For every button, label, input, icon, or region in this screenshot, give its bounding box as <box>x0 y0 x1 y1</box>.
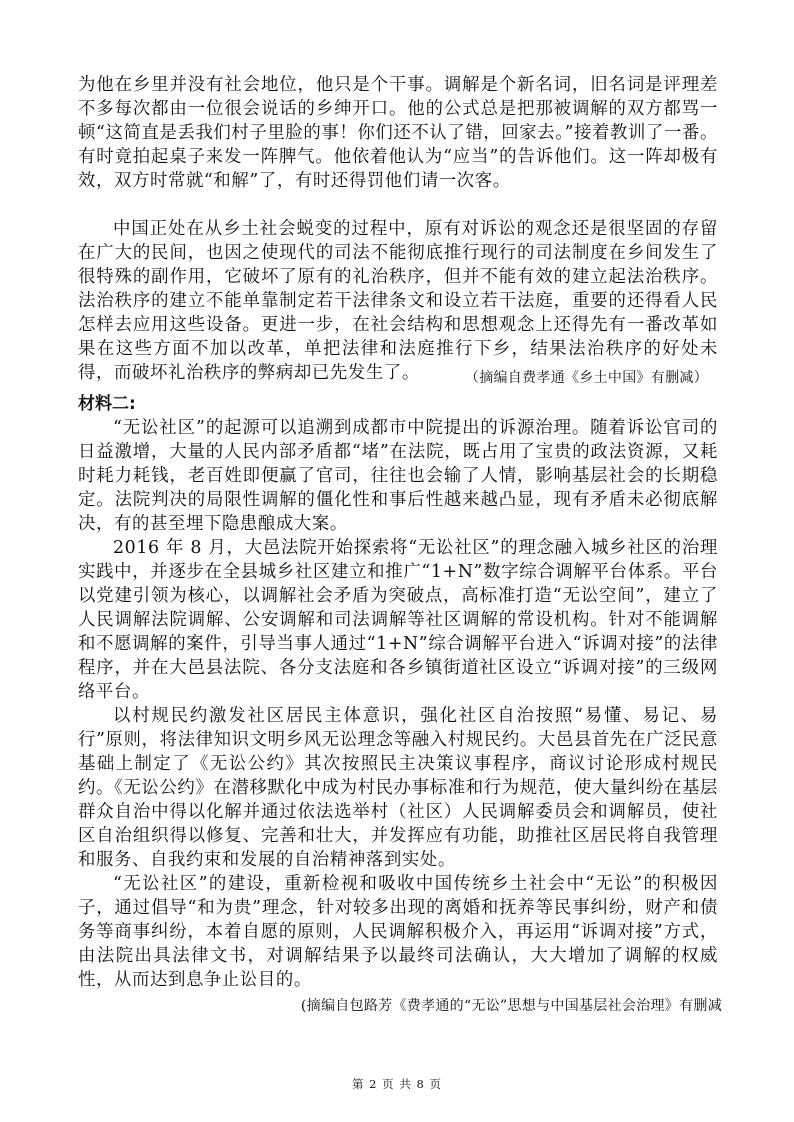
paragraph-community-construction: “无讼社区”的建设，重新检视和吸收中国传统乡土社会中“无讼”的积极因子，通过倡导“和为贵”理念，针对较多出现的离婚和抚养等民事纠纷，财产和债务等商事纠纷，本着自愿的原则，人民调解积极介入，再运用“诉调对接”方式，由法院出具法律文书，对调解结果予以最终司法确认，大大增加了调解的权威性，从而达到息争止讼目的。 <box>78 874 718 990</box>
paragraph-mediation-story: 为他在乡里并没有社会地位，他只是个干事。调解是个新名词，旧名词是评理差不多每次都由一位很会说话的乡绅开口。他的公式总是把那被调解的双方都骂一顿“这简直是丢我们村子里脸的事！你们还不认了错，回家去。”接着教训了一番。有时竟拍起桌子来发一阵脾气。他依着他认为“应当”的告诉他们。这一阵却极有效，双方时常就“和解”了，有时还得罚他们请一次客。 <box>78 75 718 191</box>
section-heading-material-2: 材料二: <box>78 394 136 414</box>
paragraph-village-rules: 以村规民约激发社区居民主体意识，强化社区自治按照“易懂、易记、易行”原则，将法律知识文明乡风无讼理念等融入村规民约。大邑县首先在广泛民意基础上制定了《无讼公约》其次按照民主决策议事程序，商议讨论形成村规民约。《无讼公约》在潜移默化中成为村民办事标准和行为规范，使大量纠纷在基层群众自治中得以化解并通过依法选举村（社区）人民调解委员会和调解员，使社区自治组织得以修复、完善和壮大，并发挥应有功能，助推社区居民将自我管理和服务、自我约束和发展的自治精神落到实处。 <box>78 706 718 870</box>
paragraph-dayi-court-platform: 2016 年 8 月，大邑法院开始探索将“无讼社区”的理念融入城乡社区的治理实践中，并逐步在全县城乡社区建立和推广“1+N”数字综合调解平台体系。平台以党建引领为核心，以调解社会矛盾为突破点，高标准打造“无讼空间”，建立了人民调解法院调解、公安调解和司法调解等社区调解的常设机构。针对不能调解和不愿调解的案件，引导当事人通过“1+N”综合调解平台进入“诉调对接”的法律程序，并在大邑县法院、各分支法庭和各乡镇街道社区设立“诉调对接”的三级网络平台。 <box>78 538 718 702</box>
page-number-footer: 第 2 页 共 8 页 <box>352 1077 442 1091</box>
source-citation-1: （摘编自费孝通《乡土中国》有删减） <box>464 370 708 386</box>
paragraph-rural-society-law: 中国正处在从乡土社会蜕变的过程中，原有对诉讼的观念还是很坚固的存留在广大的民间，也因之使现代的司法不能彻底推行现行的司法制度在乡间发生了很特殊的副作用，它破坏了原有的礼治秩序，但并不能有效的建立起法治秩序。法治秩序的建立不能单靠制定若干法律条文和设立若干法庭，重要的还得看人民怎样去应用这些设备。更进一步，在社会结构和思想观念上还得先有一番改革如果在这些方面不加以改革，单把法律和法庭推行下乡，结果法治秩序的好处未得，而破坏礼治秩序的弊病却已先发生了。 <box>78 219 718 383</box>
paragraph-no-litigation-origin: “无讼社区”的起源可以追溯到成都市中院提出的诉源治理。随着诉讼官司的日益激增，大量的人民内部矛盾都“堵”在法院，既占用了宝贵的政法资源，又耗时耗力耗钱，老百姓即便赢了官司，往往也会输了人情，影响基层社会的长期稳定。法院判决的局限性调解的僵化性和事后性越来越凸显，现有矛盾未必彻底解决，有的甚至埋下隐患酿成大案。 <box>78 418 718 534</box>
source-citation-2: (摘编自包路芳《费孝通的“无讼”思想与中国基层社会治理》有删减 <box>300 998 722 1014</box>
